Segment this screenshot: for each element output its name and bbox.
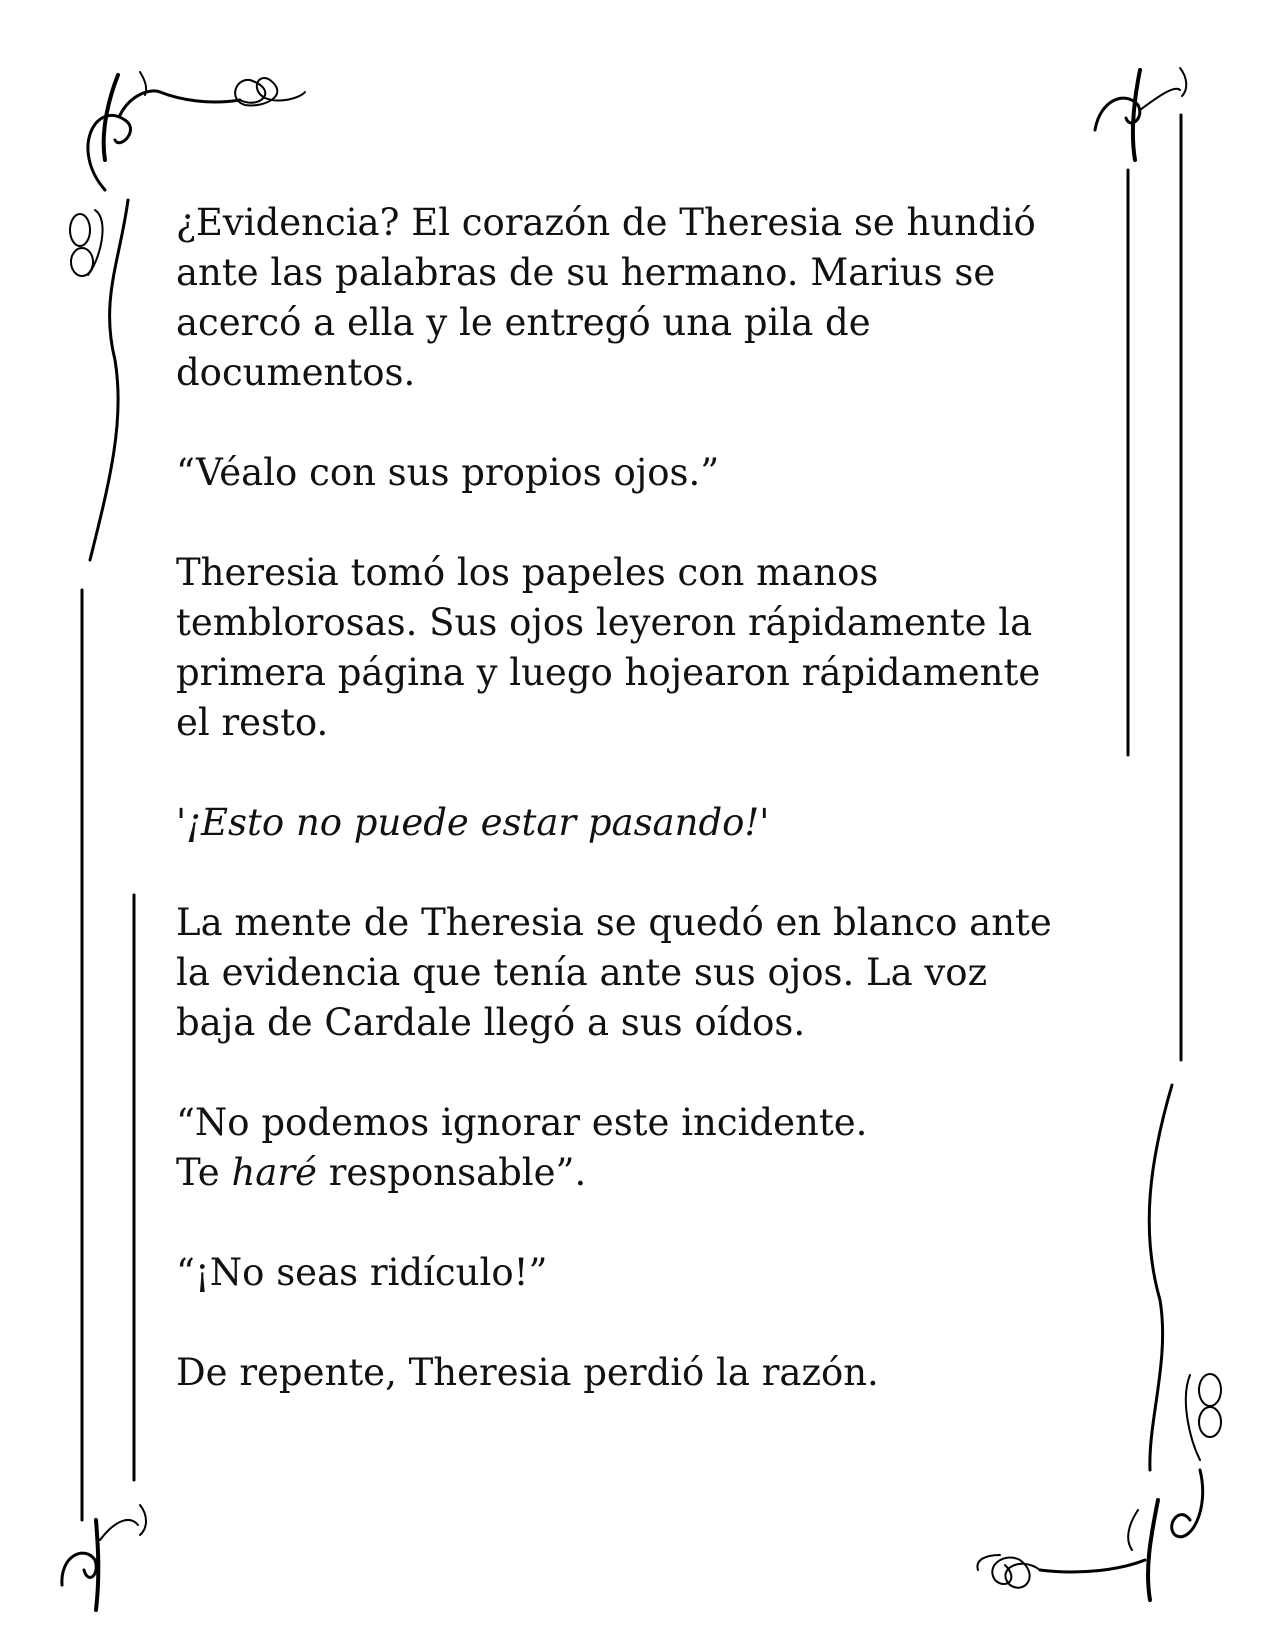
paragraph-evidence: ¿Evidencia? El corazón de Theresia se hundió ante las palabras de su hermano. Marius se acercó a ella y le entregó una pila de documentos. <box>176 201 1036 394</box>
paragraph-thought: '¡Esto no puede estar pasando!' <box>176 801 770 844</box>
bottom-left-flourish <box>62 1505 146 1610</box>
paragraph-lost-reason: De repente, Theresia perdió la razón. <box>176 1351 879 1394</box>
top-right-flourish <box>1095 68 1186 160</box>
incident-line-1: “No podemos ignorar este incidente. <box>176 1101 868 1144</box>
paragraph-dialogue-see: “Véalo con sus propios ojos.” <box>176 451 720 494</box>
incident-line-2-end: responsable”. <box>316 1151 587 1194</box>
paragraph-dialogue-incident <box>176 1098 1076 1198</box>
incident-line-2-start: Te <box>176 1151 232 1194</box>
story-text <box>176 198 1076 1448</box>
paragraph-papers: Theresia tomó los papeles con manos temblorosas. Sus ojos leyeron rápidamente la primera página y luego hojearon rápidamente el resto. <box>176 551 1041 744</box>
paragraph-mind-blank: La mente de Theresia se quedó en blanco ante la evidencia que tenía ante sus ojos. La voz baja de Cardale llegó a sus oídos. <box>176 901 1052 1044</box>
paragraph-dialogue-ridiculous: “¡No seas ridículo!” <box>176 1251 548 1294</box>
incident-emphasis: haré <box>231 1151 317 1194</box>
